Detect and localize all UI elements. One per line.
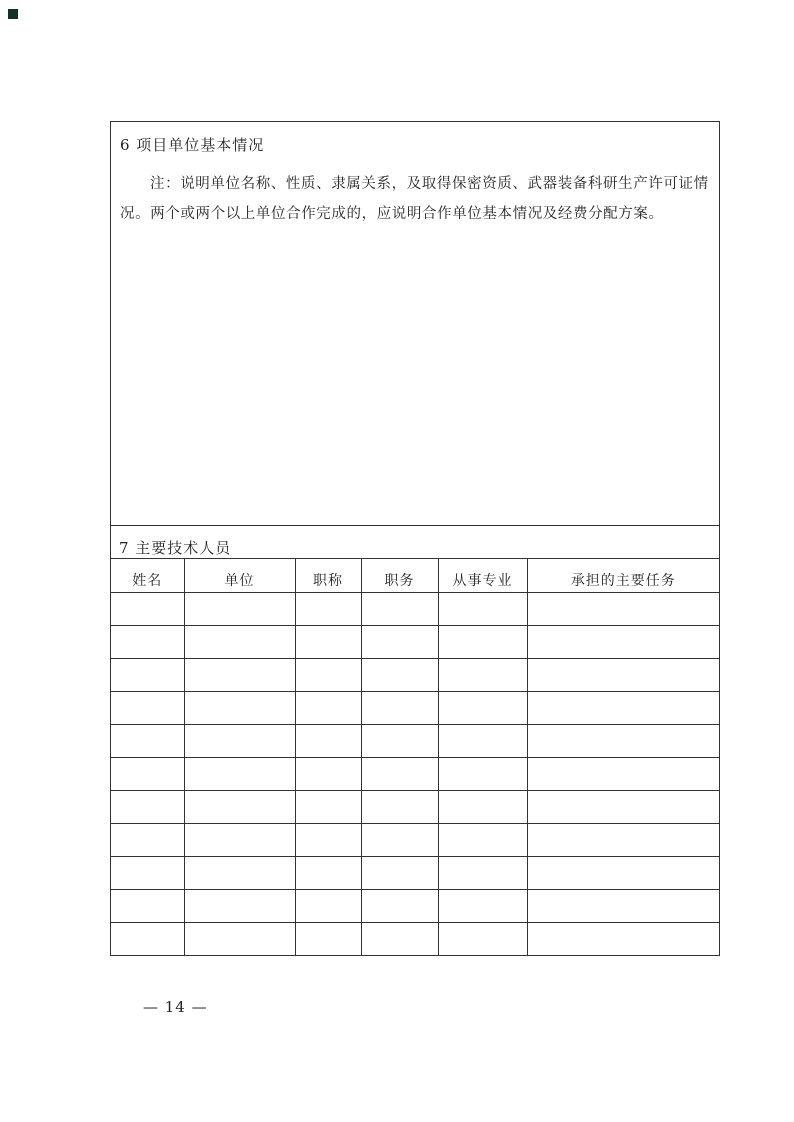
section-6-title: 6 项目单位基本情况 xyxy=(120,136,265,154)
table-cell[interactable] xyxy=(438,922,527,955)
technical-staff-table xyxy=(111,559,719,955)
table-cell[interactable] xyxy=(295,625,361,658)
table-cell[interactable] xyxy=(527,658,719,691)
column-header-unit: 单位 xyxy=(184,559,295,592)
table-row xyxy=(111,592,719,625)
table-row xyxy=(111,889,719,922)
table-cell[interactable] xyxy=(111,658,184,691)
table-cell[interactable] xyxy=(361,790,438,823)
table-cell[interactable] xyxy=(361,658,438,691)
table-cell[interactable] xyxy=(295,823,361,856)
table-cell[interactable] xyxy=(361,856,438,889)
table-cell[interactable] xyxy=(184,922,295,955)
table-cell[interactable] xyxy=(295,889,361,922)
table-cell[interactable] xyxy=(184,790,295,823)
corner-registration-mark xyxy=(8,9,18,19)
table-cell[interactable] xyxy=(527,922,719,955)
table-cell[interactable] xyxy=(111,790,184,823)
table-cell[interactable] xyxy=(184,658,295,691)
table-cell[interactable] xyxy=(184,856,295,889)
table-cell[interactable] xyxy=(295,757,361,790)
table-row xyxy=(111,922,719,955)
table-cell[interactable] xyxy=(527,724,719,757)
table-body xyxy=(111,592,719,955)
page-number: — 14 — xyxy=(143,998,208,1016)
table-row xyxy=(111,658,719,691)
table-cell[interactable] xyxy=(438,790,527,823)
table-cell[interactable] xyxy=(438,823,527,856)
table-cell[interactable] xyxy=(111,625,184,658)
table-cell[interactable] xyxy=(184,592,295,625)
table-row xyxy=(111,790,719,823)
column-header-main-task: 承担的主要任务 xyxy=(527,559,719,592)
table-cell[interactable] xyxy=(111,922,184,955)
table-cell[interactable] xyxy=(527,889,719,922)
table-cell[interactable] xyxy=(111,889,184,922)
table-cell[interactable] xyxy=(295,922,361,955)
table-row xyxy=(111,856,719,889)
table-cell[interactable] xyxy=(361,823,438,856)
table-cell[interactable] xyxy=(527,757,719,790)
table-cell[interactable] xyxy=(184,691,295,724)
table-row xyxy=(111,691,719,724)
table-cell[interactable] xyxy=(184,625,295,658)
table-row xyxy=(111,724,719,757)
table-cell[interactable] xyxy=(111,592,184,625)
table-cell[interactable] xyxy=(438,889,527,922)
column-header-title: 职称 xyxy=(295,559,361,592)
column-header-specialty: 从事专业 xyxy=(438,559,527,592)
table-cell[interactable] xyxy=(438,658,527,691)
table-cell[interactable] xyxy=(438,625,527,658)
application-form xyxy=(110,121,720,956)
table-cell[interactable] xyxy=(295,592,361,625)
table-cell[interactable] xyxy=(295,856,361,889)
table-cell[interactable] xyxy=(438,757,527,790)
table-cell[interactable] xyxy=(361,922,438,955)
table-cell[interactable] xyxy=(361,625,438,658)
table-cell[interactable] xyxy=(111,724,184,757)
table-cell[interactable] xyxy=(295,790,361,823)
table-cell[interactable] xyxy=(438,691,527,724)
table-row xyxy=(111,625,719,658)
section-6-note: 注：说明单位名称、性质、隶属关系，及取得保密资质、武器装备科研生产许可证情况。两个或两个以上单位合作完成的，应说明合作单位基本情况及经费分配方案。 xyxy=(120,176,709,222)
table-cell[interactable] xyxy=(184,757,295,790)
table-cell[interactable] xyxy=(295,691,361,724)
table-cell[interactable] xyxy=(184,724,295,757)
table-cell[interactable] xyxy=(111,757,184,790)
table-cell[interactable] xyxy=(361,889,438,922)
table-cell[interactable] xyxy=(527,592,719,625)
table-cell[interactable] xyxy=(111,823,184,856)
column-header-name: 姓名 xyxy=(111,559,184,592)
table-cell[interactable] xyxy=(295,658,361,691)
table-cell[interactable] xyxy=(361,757,438,790)
table-cell[interactable] xyxy=(295,724,361,757)
section-7-title: 7 主要技术人员 xyxy=(111,526,719,559)
table-cell[interactable] xyxy=(111,856,184,889)
table-cell[interactable] xyxy=(527,625,719,658)
table-cell[interactable] xyxy=(361,724,438,757)
table-cell[interactable] xyxy=(438,724,527,757)
column-header-position: 职务 xyxy=(361,559,438,592)
table-cell[interactable] xyxy=(527,856,719,889)
table-cell[interactable] xyxy=(361,592,438,625)
table-header-row xyxy=(111,559,719,592)
table-cell[interactable] xyxy=(184,823,295,856)
table-cell[interactable] xyxy=(111,691,184,724)
table-cell[interactable] xyxy=(184,889,295,922)
table-row xyxy=(111,823,719,856)
table-cell[interactable] xyxy=(438,592,527,625)
table-cell[interactable] xyxy=(527,790,719,823)
table-cell[interactable] xyxy=(527,823,719,856)
table-row xyxy=(111,757,719,790)
table-cell[interactable] xyxy=(438,856,527,889)
unit-info-section xyxy=(111,122,719,526)
table-cell[interactable] xyxy=(361,691,438,724)
table-cell[interactable] xyxy=(527,691,719,724)
